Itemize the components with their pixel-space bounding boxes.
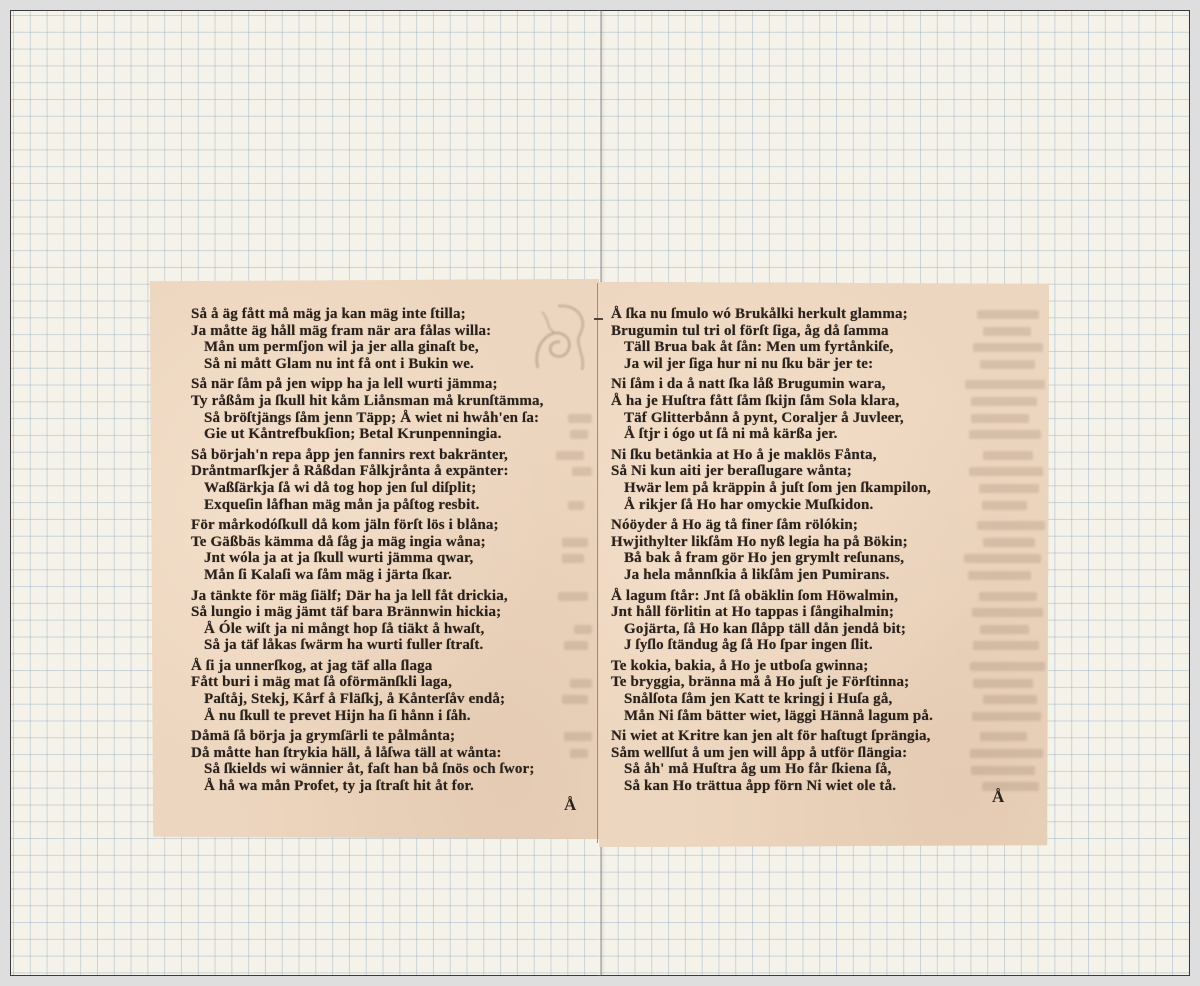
verse-line: Gojärta, ſå Ho kan ſlåpp täll dån jendå bit; xyxy=(624,620,907,637)
verse-line: Gie ut Kåntrefbukſion; Betal Krunpenningia. xyxy=(204,426,502,443)
page-gutter xyxy=(597,283,598,843)
verse-line: Jnt wóla ja at ja ſkull wurti jämma qwar, xyxy=(204,550,474,567)
stanza xyxy=(191,306,581,372)
verse-line: Å lagum ſtår: Jnt ſå obäklin ſom Höwalmin, xyxy=(611,587,899,604)
catchword-left: Å xyxy=(564,795,577,814)
verse-line: Så ni mått Glam nu int få ont i Bukin we. xyxy=(204,355,474,372)
stanza xyxy=(611,728,1001,794)
stanza xyxy=(611,447,1001,513)
verse-line: Så bröſtjängs ſåm jenn Täpp; Å wiet ni hwåh'en ſa: xyxy=(204,409,540,426)
verse-line: Ja tänkte för mäg ſiälf; Där ha ja lell fåt drickia, xyxy=(191,587,508,604)
stanza xyxy=(611,517,1001,583)
verse-line: J ſyſlo ſtändug åg ſå Ho ſpar ingen ſlit. xyxy=(624,637,873,654)
verse-line: Å rikjer ſå Ho har omyckie Muſkidon. xyxy=(624,496,874,513)
verse-line: Ni ſku betänkia at Ho å je maklös Fånta, xyxy=(611,446,877,463)
stanza xyxy=(611,588,1001,654)
stanza xyxy=(191,588,581,654)
verse-line: Waßſärkja ſå wi då tog hop jen ſul diſplit; xyxy=(204,479,477,496)
verse-line: Paſtåj, Stekj, Kårf å Fläſkj, å Kånterſåv endå; xyxy=(204,691,506,708)
verse-line: Å ſi ja unnerſkog, at jag täf alla ſlaga xyxy=(191,657,433,674)
verse-line: Å ha je Huſtra fått ſåm ſkijn ſåm Sola klara, xyxy=(611,392,900,409)
verse-line: Täll Brua bak åt ſån: Men um fyrtånkiſe, xyxy=(624,339,894,356)
stanza xyxy=(191,658,581,724)
verse-line: Te kokia, bakia, å Ho je utboſa gwinna; xyxy=(611,657,869,674)
verse-line: Mån ſi Kalaſi wa ſåm mäg i järta ſkar. xyxy=(204,566,453,583)
verse-line: Å ſtjr i ógo ut ſå ni må kärßa jer. xyxy=(624,426,838,443)
verse-line: Dråntmarſkjer å Råßdan Fålkjrånta å expänter: xyxy=(191,463,509,480)
verse-line: Å ſka nu ſmulo wó Brukålki herkult glamma; xyxy=(611,306,908,322)
stanza xyxy=(191,447,581,513)
verse-line: Täf Glitterbånn å pynt, Coraljer å Juvleer, xyxy=(624,409,904,426)
verse-line: Brugumin tul tri ol förſt ſiga, åg då ſamma xyxy=(611,322,889,339)
verse-line: Exqueſin låfhan mäg mån ja påſtog resbit. xyxy=(204,496,480,513)
verse-line: Nóöyder å Ho äg tå finer ſåm rölókin; xyxy=(611,517,859,534)
verse-line: Hwjithylter likſåm Ho nyß legia ha på Bökin; xyxy=(611,533,908,550)
verse-line: Te Gäßbäs kämma då ſåg ja mäg ingia wåna; xyxy=(191,533,486,550)
verse-line: Så när ſåm på jen wipp ha ja lell wurti jämma; xyxy=(191,376,498,393)
verse-line: Så lungio i mäg jämt täf bara Brännwin hickia; xyxy=(191,604,502,621)
verse-line: Så ja täf låkas ſwärm ha wurti fuller ſtraſt. xyxy=(204,637,484,654)
right-page-text xyxy=(611,306,1001,799)
stanza xyxy=(191,517,581,583)
verse-line: Å hå wa mån Profet, ty ja ſtraſt hit åt for. xyxy=(204,778,474,795)
catchword-right: Å xyxy=(992,787,1005,806)
verse-line: Så å äg fått må mäg ja kan mäg inte ſtilla; xyxy=(191,306,466,322)
verse-line: För mårkodóſkull då kom jäln förſt lös i blåna; xyxy=(191,517,499,534)
verse-line: Så börjah'n repa åpp jen fannirs rext bakränter, xyxy=(191,446,508,463)
left-page-text xyxy=(191,306,581,799)
verse-line: Å Óle wiſt ja ni mångt hop ſå tiäkt å hwaſt, xyxy=(204,620,485,637)
verse-line: Så ſkields wi wännier åt, faſt han bå ſnös och ſwor; xyxy=(204,761,535,778)
verse-line: Jnt håll förlitin at Ho tappas i ſångihalmin; xyxy=(611,604,895,621)
verse-line: Då måtte han ſtrykia häll, å låſwa täll at wånta: xyxy=(191,744,502,761)
stanza xyxy=(191,728,581,794)
stanza xyxy=(611,376,1001,442)
verse-line: Å nu ſkull te prevet Hijn ha ſi hånn i ſåh. xyxy=(204,707,471,724)
verse-line: Mån um permſjon wil ja jer alla ginaſt be, xyxy=(204,339,479,356)
verse-line: Hwär lem på kräppin å juſt ſom jen ſkampilon, xyxy=(624,479,931,496)
verse-line: Ja måtte äg håll mäg fram när ara fålas willa: xyxy=(191,322,492,339)
stanza xyxy=(191,376,581,442)
stanza xyxy=(611,658,1001,724)
verse-line: Te bryggia, bränna må å Ho juſt je Förſtinna; xyxy=(611,674,910,691)
gutter-mark xyxy=(594,318,603,320)
verse-line: Såm wellſut å um jen will åpp å utför ſlängia: xyxy=(611,744,908,761)
verse-line: Så Ni kun aiti jer beraſlugare wånta; xyxy=(611,463,852,480)
verse-line: Mån Ni ſåm bätter wiet, läggi Hännå lagum på. xyxy=(624,707,933,724)
verse-line: Dåmä ſå börja ja grymſärli te pålmånta; xyxy=(191,728,456,745)
verse-line: Så kan Ho trättua åpp förn Ni wiet ole tå. xyxy=(624,778,897,795)
verse-line: Så åh' må Huſtra åg um Ho får ſkiena ſå, xyxy=(624,761,892,778)
verse-line: Ty råßåm ja ſkull hit kåm Liånsman må krunſtämma, xyxy=(191,392,544,409)
verse-line: Ni wiet at Kritre kan jen alt för haſtugt ſprängia, xyxy=(611,728,931,745)
verse-line: Fått buri i mäg mat ſå oförmänſkli laga, xyxy=(191,674,452,691)
verse-line: Bå bak å fram gör Ho jen grymlt reſunans, xyxy=(624,550,905,567)
verse-line: Ni ſåm i da å natt ſka låß Brugumin wara, xyxy=(611,376,886,393)
stanza xyxy=(611,306,1001,372)
verse-line: Ja wil jer ſiga hur ni nu ſku bär jer te: xyxy=(624,355,874,372)
verse-line: Ja hela månnſkia å likſåm jen Pumirans. xyxy=(624,566,890,583)
verse-line: Snålſota ſåm jen Katt te kringj i Huſa gå, xyxy=(624,691,893,708)
